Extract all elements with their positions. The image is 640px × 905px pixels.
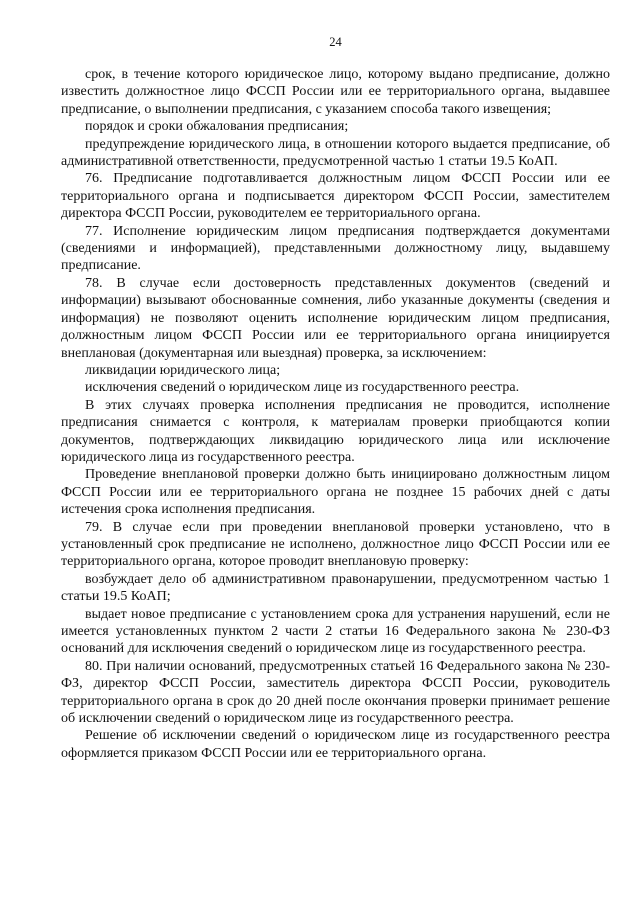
document-body	[61, 66, 610, 762]
paragraph-item-80: 80. При наличии оснований, предусмотренных статьей 16 Федерального закона № 230-ФЗ, директор ФССП России, заместитель директора ФССП России, руководитель территориального органа в срок до 20 дней после окончания проверки принимает решение об исключении сведений о юридическом лице из государственного реестра.	[61, 658, 610, 727]
paragraph-new-order: выдает новое предписание с установлением срока для устранения нарушений, если не имеется установленных пунктом 2 части 2 статьи 16 Федерального закона № 230-ФЗ оснований для исключения сведений о юридическом лице из государственного реестра.	[61, 606, 610, 657]
paragraph-exclusion-decision: Решение об исключении сведений о юридическом лице из государственного реестра оформляется приказом ФССП России или ее территориального органа.	[61, 728, 610, 761]
paragraph-item-78: 78. В случае если достоверность представленных документов (сведений и информации) вызывают обоснованные сомнения, либо указанные документы (сведения и информация) не позволяют оценить исполнение юридическим лицом предписания, должностным лицом ФССП России или ее территориального органа инициируется внеплановая (документарная или выездная) проверка, за исключением:	[61, 275, 610, 361]
paragraph-item-77: 77. Исполнение юридическим лицом предписания подтверждается документами (сведениями и информацией), представленными должностному лицу, выдавшему предписание.	[61, 223, 610, 274]
paragraph-notification-deadline: срок, в течение которого юридическое лицо, которому выдано предписание, должно известить должностное лицо ФССП России или ее территориального органа, выдавшее предписание, о выполнении предписания, с указанием способа такого извещения;	[61, 67, 610, 117]
page-number: 24	[329, 35, 342, 49]
paragraph-liquidation: ликвидации юридического лица;	[85, 362, 281, 378]
paragraph-appeal-procedure: порядок и сроки обжалования предписания;	[85, 119, 349, 135]
paragraph-liability-warning: предупреждение юридического лица, в отношении которого выдается предписание, об административной ответственности, предусмотренной частью 1 статьи 19.5 КоАП.	[61, 136, 610, 170]
paragraph-registry-exclusion: исключения сведений о юридическом лице из государственного реестра.	[85, 380, 520, 396]
paragraph-initiate-case: возбуждает дело об административном правонарушении, предусмотренном частью 1 статьи 19.5 КоАП;	[61, 571, 610, 605]
paragraph-item-79: 79. В случае если при проведении внеплановой проверки установлено, что в установленный срок предписание не исполнено, должностное лицо ФССП России или ее территориального органа, которое проводит внеплановую проверку:	[61, 519, 610, 570]
paragraph-item-76: 76. Предписание подготавливается должностным лицом ФССП России или ее территориального органа и подписывается директором ФССП России, заместителем директора ФССП России, руководителем ее территориального органа.	[61, 171, 610, 222]
paragraph-inspection-deadline: Проведение внеплановой проверки должно быть инициировано должностным лицом ФССП России или ее территориального органа не позднее 15 рабочих дней с даты истечения срока исполнения предписания.	[61, 467, 610, 518]
paragraph-no-inspection-cases: В этих случаях проверка исполнения предписания не проводится, исполнение предписания снимается с контроля, к материалам проверки приобщаются копии документов, подтверждающих ликвидацию юридического лица или исключение юридического лица из государственного реестра.	[61, 397, 610, 465]
